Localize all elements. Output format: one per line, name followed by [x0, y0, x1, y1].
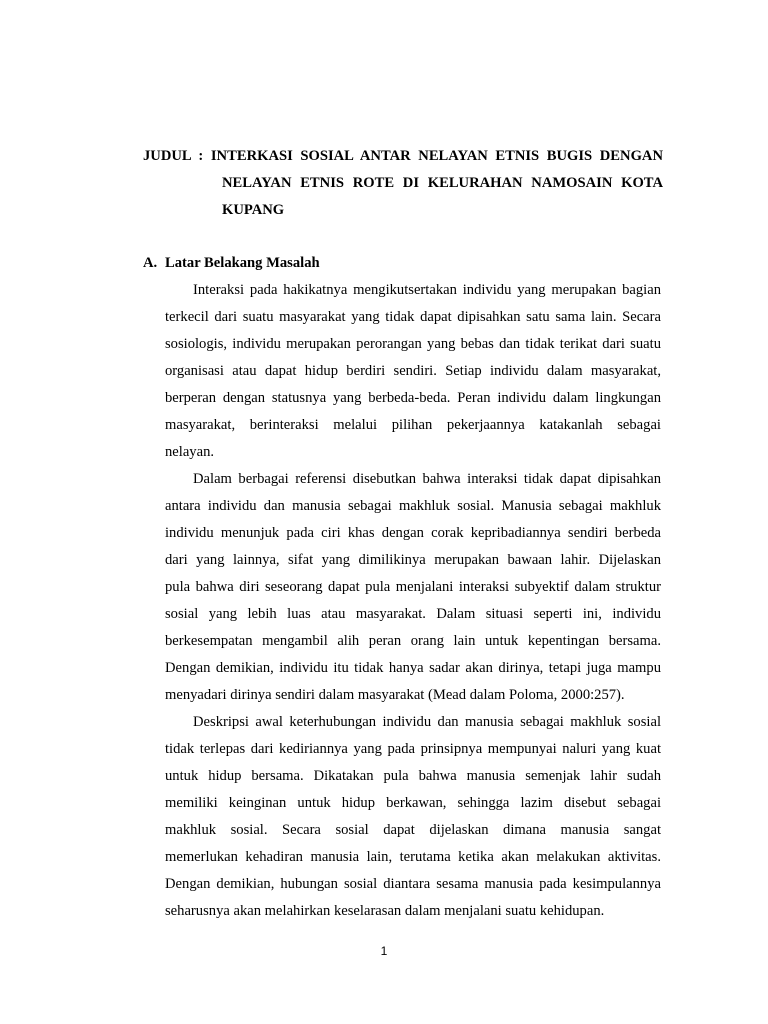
paragraph-1-line: Interaksi pada hakikatnya mengikutsertakan individu yang merupakan bagian: [193, 282, 661, 298]
body-text: [165, 277, 661, 925]
section-heading: [143, 250, 320, 277]
paragraph-2-line: Dengan demikian, individu itu tidak hanya sadar akan dirinya, tetapi juga mampu: [165, 660, 661, 676]
paragraph-2-line: sosial yang lebih luas atau masyarakat. Dalam situasi seperti ini, individu: [165, 606, 661, 622]
page-number: 1: [380, 944, 388, 958]
paragraph-3-line: tidak terlepas dari kediriannya yang pada prinsipnya mempunyai naluri yang kuat: [165, 741, 661, 757]
paragraph-1-line: organisasi atau dapat hidup berdiri sendiri. Setiap individu dalam masyarakat,: [165, 363, 661, 379]
paragraph-2-line: dari yang lainnya, sifat yang dimilikinya merupakan bawaan lahir. Dijelaskan: [165, 552, 661, 568]
paragraph-3-line: Dengan demikian, hubungan sosial diantara sesama manusia pada kesimpulannya: [165, 876, 661, 892]
paragraph-3-line: seharusnya akan melahirkan keselarasan dalam menjalani suatu kehidupan.: [165, 903, 605, 919]
paragraph-1-line: masyarakat, berinteraksi melalui pilihan pekerjaannya katakanlah sebagai: [165, 417, 661, 433]
paragraph-1-line: berperan dengan statusnya yang berbeda-beda. Peran individu dalam lingkungan: [165, 390, 661, 406]
paragraph-1-line: sosiologis, individu merupakan perorangan yang bebas dan tidak terikat dari suatu: [165, 336, 661, 352]
paragraph-3-line: memerlukan kehadiran manusia lain, terutama ketika akan melakukan aktivitas.: [165, 849, 661, 865]
paragraph-3-line: Deskripsi awal keterhubungan individu dan manusia sebagai makhluk sosial: [193, 714, 661, 730]
title-line-1: JUDUL : INTERKASI SOSIAL ANTAR NELAYAN ETNIS BUGIS DENGAN: [143, 148, 663, 164]
paragraph-2-line: berkesempatan mengambil alih peran orang lain untuk kepentingan bersama.: [165, 633, 661, 649]
paragraph-3-line: makhluk sosial. Secara sosial dapat dijelaskan dimana manusia sangat: [165, 822, 661, 838]
section-title: Latar Belakang Masalah: [165, 255, 320, 271]
title-line-3: KUPANG: [222, 202, 285, 218]
paragraph-2-line: antara individu dan manusia sebagai makhluk sosial. Manusia sebagai makhluk: [165, 498, 661, 514]
paragraph-2-line: individu menunjuk pada ciri khas dengan corak kepribadiannya sendiri berbeda: [165, 525, 661, 541]
paragraph-2-line: menyadari dirinya sendiri dalam masyarakat (Mead dalam Poloma, 2000:257).: [165, 687, 625, 703]
document-title: [143, 143, 663, 224]
paragraph-3-line: untuk hidup bersama. Dikatakan pula bahwa manusia semenjak lahir sudah: [165, 768, 661, 784]
section-number: A.: [143, 255, 158, 271]
title-line-2: NELAYAN ETNIS ROTE DI KELURAHAN NAMOSAIN KOTA: [222, 175, 663, 191]
paragraph-3-line: memiliki keinginan untuk hidup berkawan, sehingga lazim disebut sebagai: [165, 795, 661, 811]
paragraph-1-line: nelayan.: [165, 444, 215, 460]
paragraph-2-line: Dalam berbagai referensi disebutkan bahwa interaksi tidak dapat dipisahkan: [193, 471, 661, 487]
paragraph-2-line: pula bahwa diri seseorang dapat pula menjalani interaksi subyektif dalam struktur: [165, 579, 661, 595]
paragraph-1-line: terkecil dari suatu masyarakat yang tidak dapat dipisahkan satu sama lain. Secara: [165, 309, 661, 325]
